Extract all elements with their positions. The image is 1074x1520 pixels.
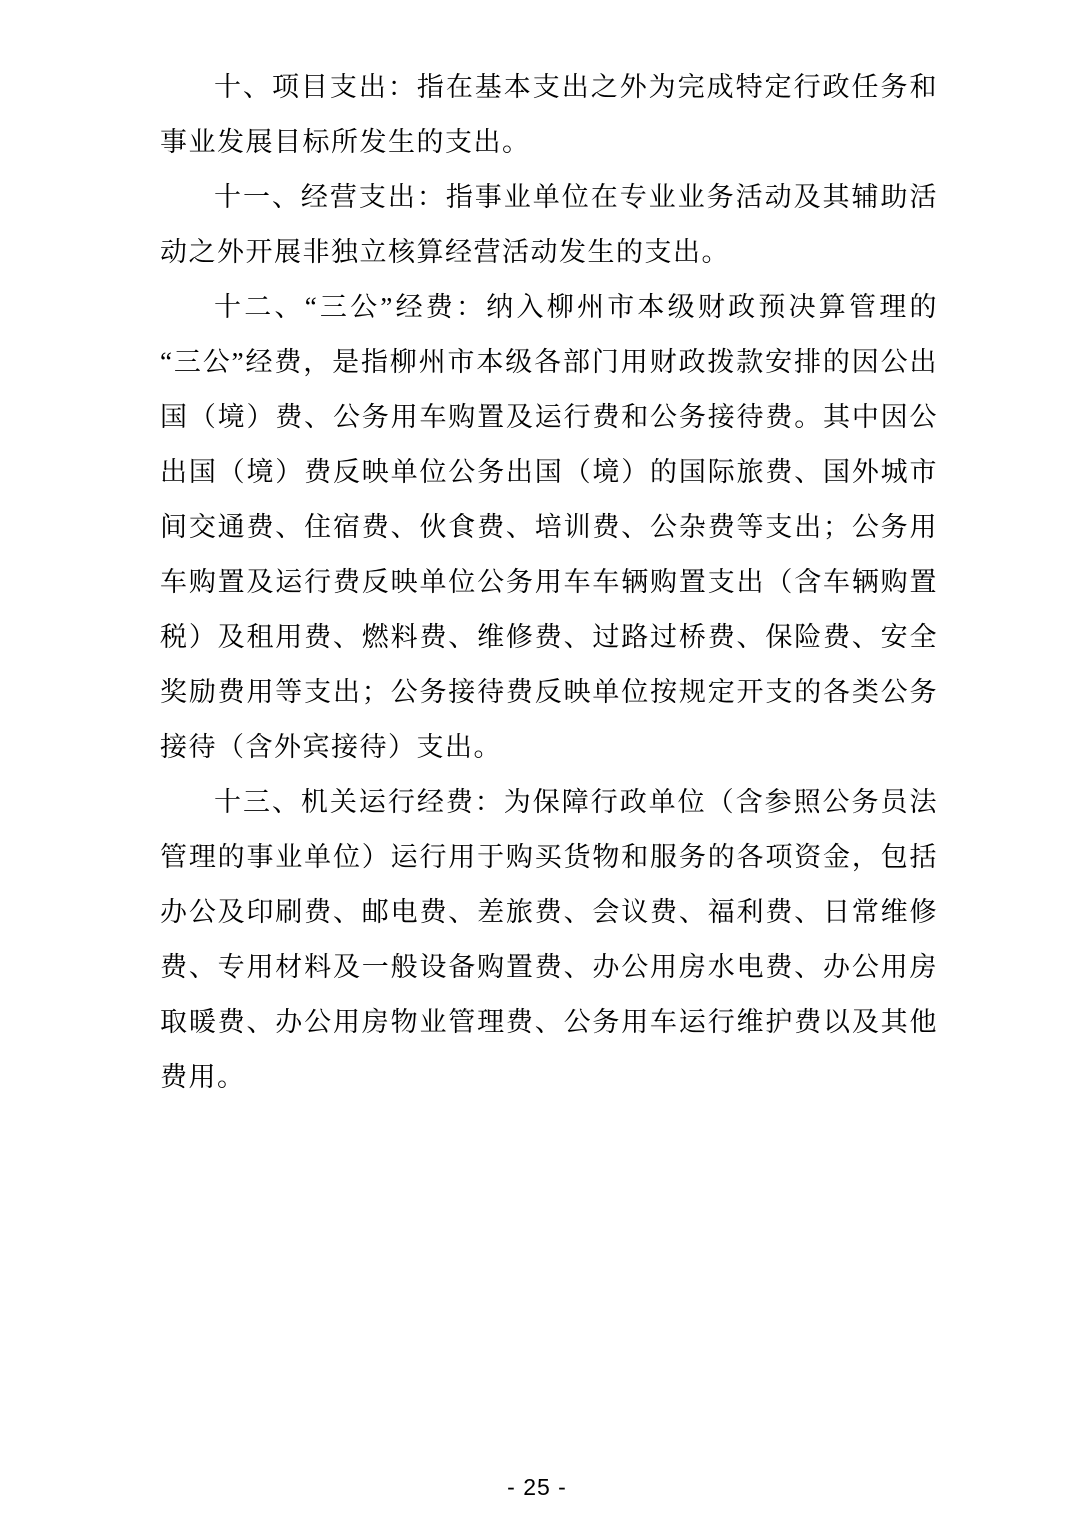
paragraph-item-11-operating-expenditure: 十一、经营支出：指事业单位在专业业务活动及其辅助活动之外开展非独立核算经营活动发生的支出。: [160, 182, 938, 267]
paragraph-item-10-project-expenditure: 十、项目支出：指在基本支出之外为完成特定行政任务和事业发展目标所发生的支出。: [160, 72, 938, 157]
page-number: - 25 -: [507, 1474, 567, 1500]
paragraph-item-13-agency-operating-funds: 十三、机关运行经费：为保障行政单位（含参照公务员法管理的事业单位）运行用于购买货物和服务的各项资金，包括办公及印刷费、邮电费、差旅费、会议费、福利费、日常维修费、专用材料及一般设备购置费、办公用房水电费、办公用房取暖费、办公用房物业管理费、公务用车运行维护费以及其他费用。: [160, 787, 938, 1092]
document-body: [160, 60, 938, 1105]
paragraph-item-12-three-public-funds: 十二、“三公”经费：纳入柳州市本级财政预决算管理的“三公”经费，是指柳州市本级各部门用财政拨款安排的因公出国（境）费、公务用车购置及运行费和公务接待费。其中因公出国（境）费反映单位公务出国（境）的国际旅费、国外城市间交通费、住宿费、伙食费、培训费、公杂费等支出；公务用车购置及运行费反映单位公务用车车辆购置支出（含车辆购置税）及租用费、燃料费、维修费、过路过桥费、保险费、安全奖励费用等支出；公务接待费反映单位按规定开支的各类公务接待（含外宾接待）支出。: [160, 292, 938, 762]
